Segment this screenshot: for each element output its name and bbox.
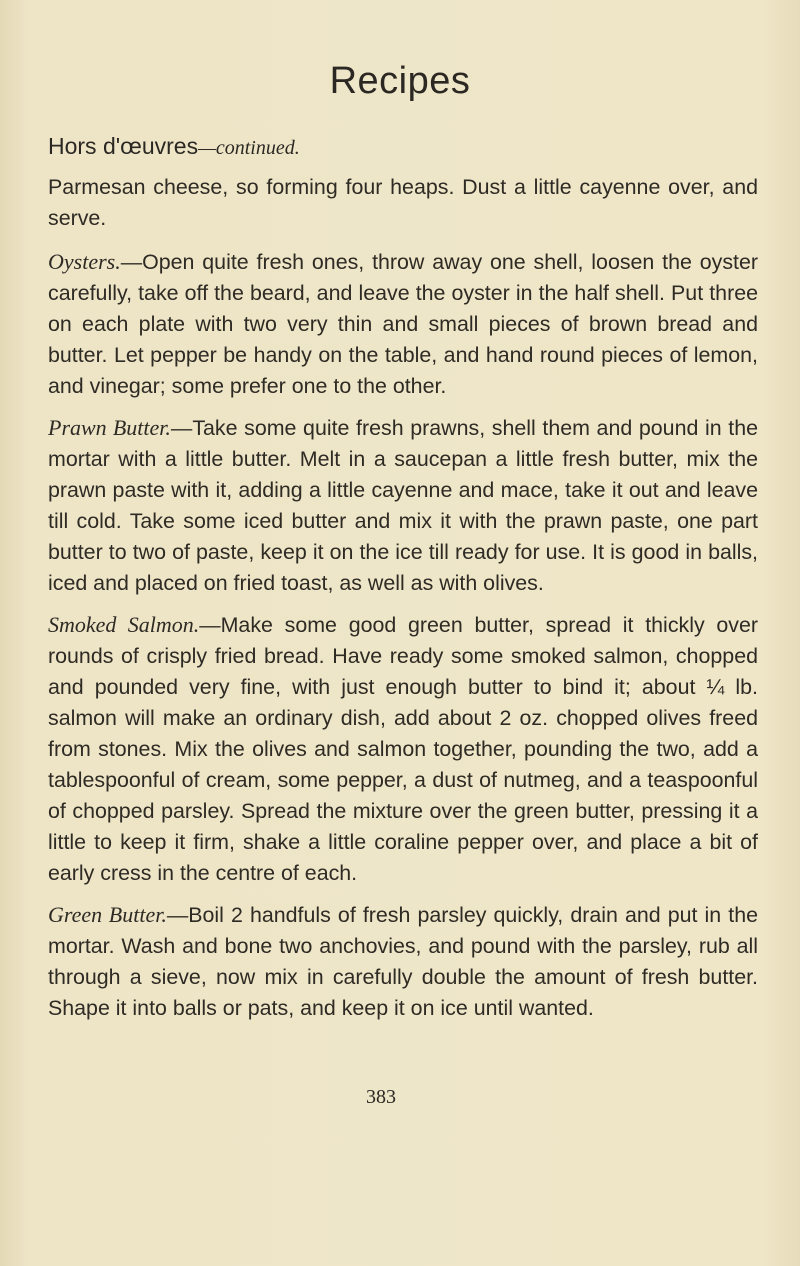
recipe-title: Oysters. [48,249,121,274]
recipe-oysters [48,246,758,402]
section-title: Hors d'œuvres [48,133,199,159]
recipe-text: —Make some good green butter, spread it thickly over rounds of crisply fried bread. Have ready some smoked salmon, chopped and pounded very fine, with just enough butter to bind it; about ¼ lb. salmon will make an ordinary dish, add about 2 oz. chopped olives freed from stones. Mix the olives and salmon together, pounding the two, add a tablespoonful of cream, some pepper, a dust of nutmeg, and a teaspoonful of chopped parsley. Spread the mixture over the green butter, pressing it a little to keep it firm, shake a little coraline pepper over, and place a bit of early cress in the centre of each. [48,613,758,885]
recipe-prawn-butter [48,412,758,599]
paragraph-text: Parmesan cheese, so forming four heaps. Dust a little cayenne over, and serve. [48,175,758,230]
paragraph-parmesan [48,172,758,234]
recipe-green-butter [48,899,758,1024]
recipe-text: —Boil 2 handfuls of fresh parsley quickly, drain and put in the mortar. Wash and bone two anchovies, and pound with the parsley, rub all through a sieve, now mix in carefully double the amount of fresh butter. Shape it into balls or pats, and keep it on ice until wanted. [48,903,758,1020]
recipe-text: —Open quite fresh ones, throw away one shell, loosen the oyster carefully, take off the beard, and leave the oyster in the half shell. Put three on each plate with two very thin and small pieces of brown bread and butter. Let pepper be handy on the table, and hand round pieces of lemon, and vinegar; some prefer one to the other. [48,250,758,398]
recipe-title: Green Butter. [48,902,167,927]
recipe-text: —Take some quite fresh prawns, shell them and pound in the mortar with a little butter. Melt in a saucepan a little fresh butter, mix the prawn paste with it, adding a little cayenne and mace, take it out and leave till cold. Take some iced butter and mix it with the prawn paste, one part butter to two of paste, keep it on the ice till ready for use. It is good in balls, iced and placed on fried toast, as well as with olives. [48,416,758,595]
section-heading [48,133,300,160]
recipe-title: Prawn Butter. [48,415,171,440]
page-number: 383 [366,1086,396,1108]
recipe-title: Smoked Salmon. [48,612,200,637]
recipe-smoked-salmon [48,609,758,889]
body-text [48,172,758,1034]
running-head: Recipes [329,60,471,102]
section-continued-label: —continued. [198,137,300,159]
